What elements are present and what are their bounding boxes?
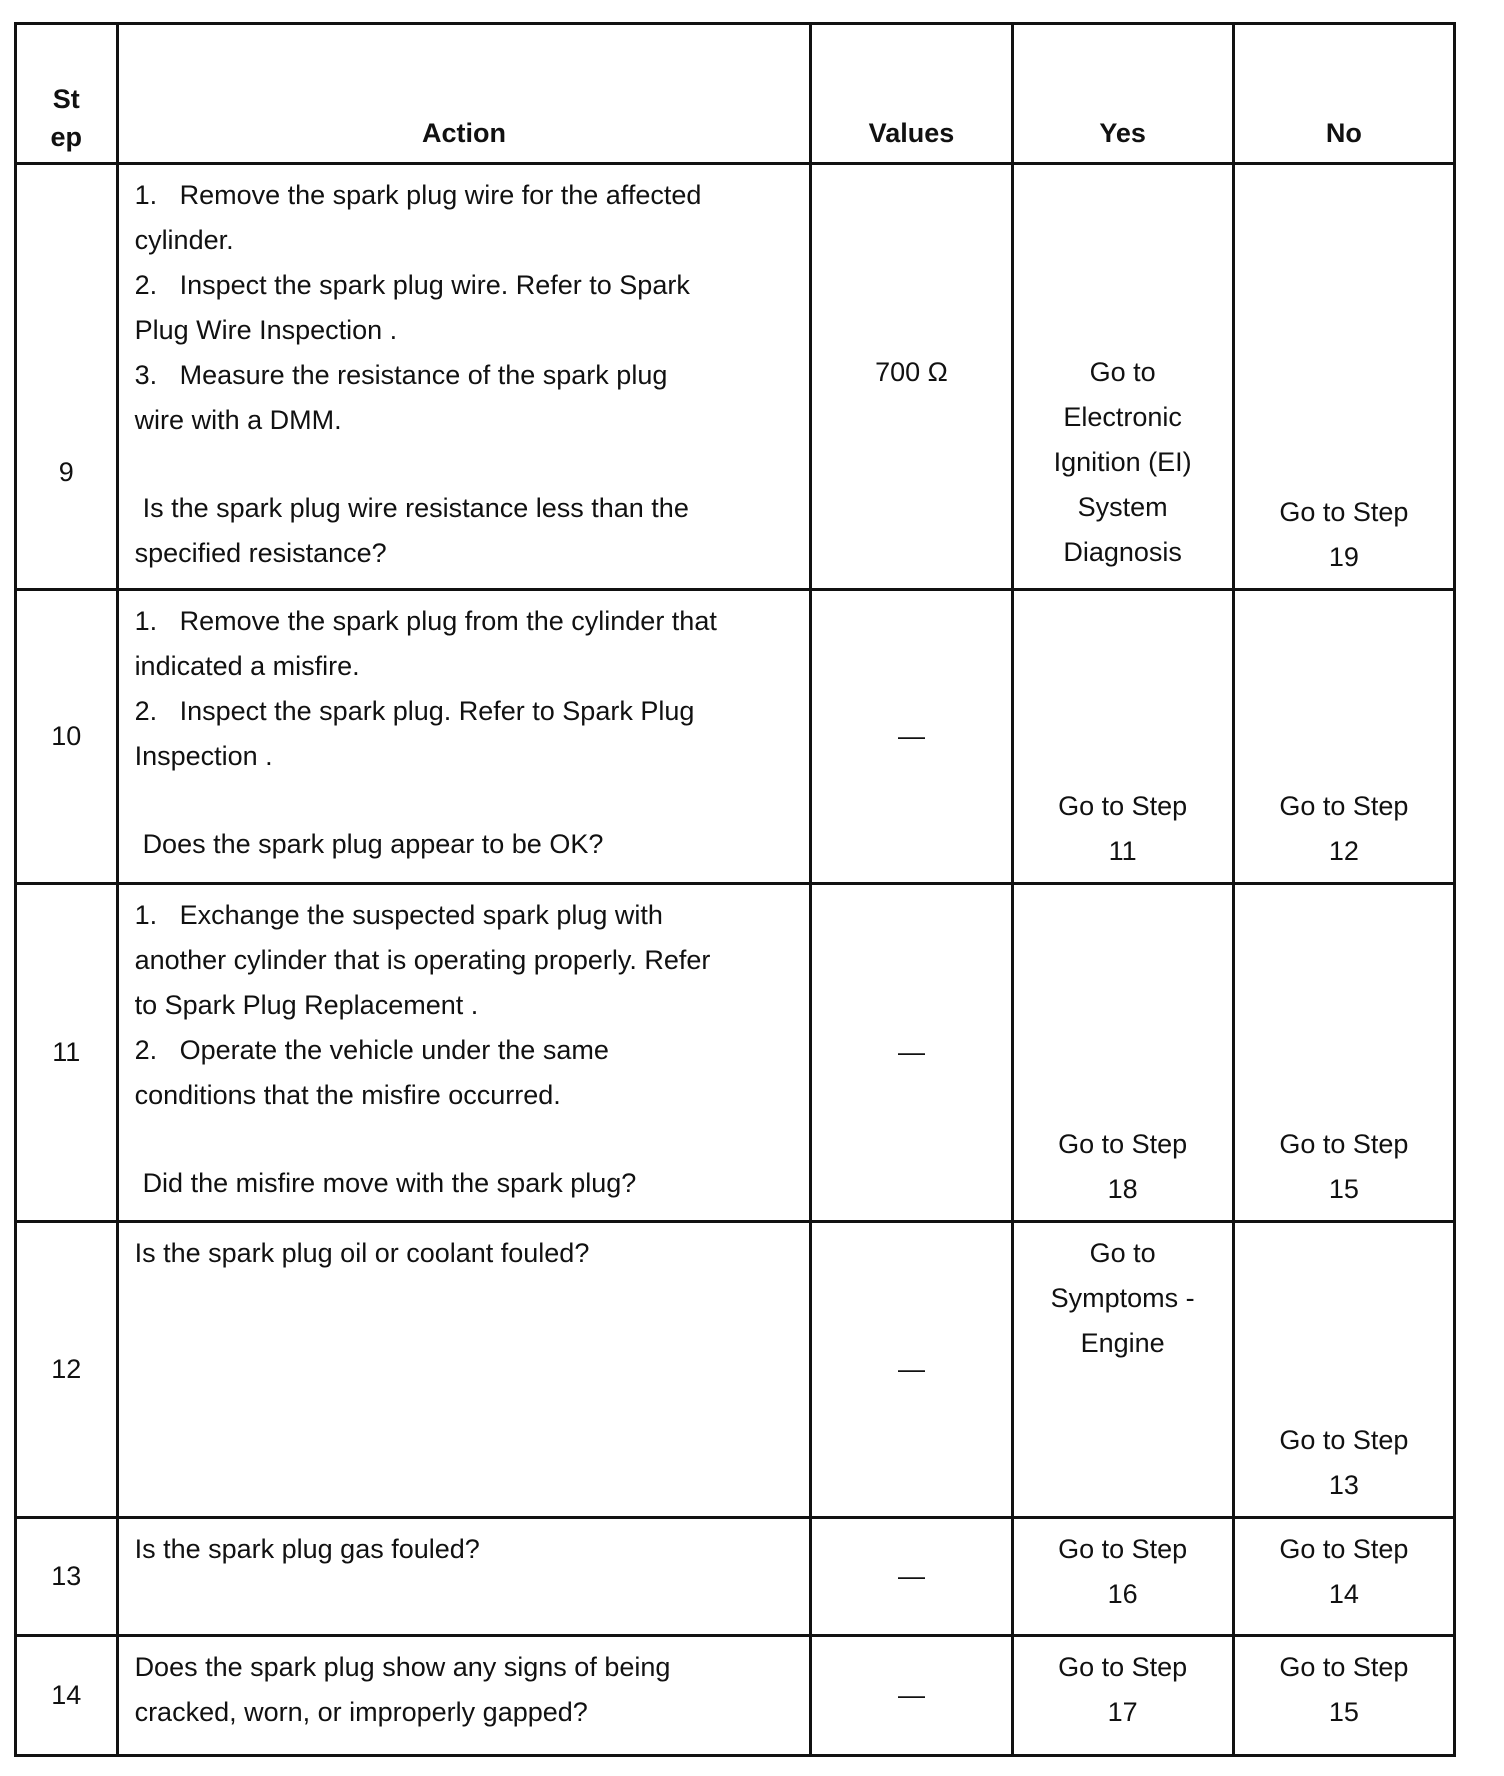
action-cell — [117, 884, 811, 1222]
diagnostic-table — [14, 22, 1456, 1757]
action-line: 2. Inspect the spark plug. Refer to Spark Plug — [134, 696, 695, 726]
yes-line: Go to Step — [1058, 1129, 1188, 1159]
value-cell: — — [811, 1636, 1012, 1756]
action-line: 2. Inspect the spark plug wire. Refer to Spark — [134, 270, 690, 300]
no-cell — [1233, 164, 1454, 590]
no-line: 15 — [1328, 1697, 1359, 1727]
action-line: 1. Remove the spark plug wire for the affected — [134, 180, 702, 210]
header-action: Action — [117, 24, 811, 164]
action-line: 3. Measure the resistance of the spark plug — [134, 360, 668, 390]
no-line: 19 — [1328, 542, 1359, 572]
table-row-step-9 — [16, 164, 1455, 590]
step-number: 13 — [16, 1518, 118, 1636]
no-line: Go to Step — [1279, 1425, 1409, 1455]
no-cell — [1233, 590, 1454, 884]
action-line: another cylinder that is operating properly. Refer — [134, 945, 711, 975]
step-number: 9 — [16, 164, 118, 590]
yes-cell — [1012, 1636, 1233, 1756]
action-cell — [117, 164, 811, 590]
yes-line: Engine — [1080, 1328, 1165, 1358]
header-step-line1: St — [52, 84, 80, 114]
action-line: to Spark Plug Replacement . — [134, 990, 479, 1020]
no-line: Go to Step — [1279, 1652, 1409, 1682]
no-line: 12 — [1328, 836, 1359, 866]
header-step-line2: ep — [50, 122, 83, 152]
table-row-step-11 — [16, 884, 1455, 1222]
no-line: Go to Step — [1279, 791, 1409, 821]
action-line: wire with a DMM. — [134, 405, 342, 435]
yes-cell — [1012, 1518, 1233, 1636]
action-question: Is the spark plug wire resistance less than the — [142, 493, 689, 523]
step-number: 12 — [16, 1222, 118, 1518]
no-line: Go to Step — [1279, 1129, 1409, 1159]
action-question: Did the misfire move with the spark plug? — [142, 1168, 637, 1198]
header-yes: Yes — [1012, 24, 1233, 164]
header-no: No — [1233, 24, 1454, 164]
yes-line: Go to — [1089, 357, 1156, 387]
yes-line: Go to Step — [1058, 1652, 1188, 1682]
no-cell — [1233, 884, 1454, 1222]
yes-cell — [1012, 590, 1233, 884]
table-row-step-13 — [16, 1518, 1455, 1636]
no-line: Go to Step — [1279, 497, 1409, 527]
action-line: Is the spark plug gas fouled? — [134, 1534, 480, 1564]
yes-line: System — [1077, 492, 1168, 522]
step-number: 14 — [16, 1636, 118, 1756]
no-cell — [1233, 1222, 1454, 1518]
yes-cell — [1012, 1222, 1233, 1518]
yes-line: Ignition (EI) — [1053, 447, 1192, 477]
header-row — [16, 24, 1455, 164]
action-line: 1. Exchange the suspected spark plug with — [134, 900, 663, 930]
action-line: 1. Remove the spark plug from the cylinder that — [134, 606, 717, 636]
action-line: Does the spark plug show any signs of being — [134, 1652, 671, 1682]
no-line: 14 — [1328, 1579, 1359, 1609]
action-cell — [117, 1222, 811, 1518]
value-cell: — — [811, 1518, 1012, 1636]
action-line: 2. Operate the vehicle under the same — [134, 1035, 609, 1065]
yes-line: 16 — [1107, 1579, 1138, 1609]
action-question: Does the spark plug appear to be OK? — [142, 829, 604, 859]
yes-cell — [1012, 884, 1233, 1222]
no-line: 15 — [1328, 1174, 1359, 1204]
action-question: specified resistance? — [134, 538, 387, 568]
no-cell — [1233, 1636, 1454, 1756]
action-line: Inspection . — [134, 741, 273, 771]
yes-line: Go to — [1089, 1238, 1156, 1268]
action-line: cylinder. — [134, 225, 234, 255]
yes-line: 11 — [1108, 836, 1137, 866]
action-line: cracked, worn, or improperly gapped? — [134, 1697, 588, 1727]
no-line: Go to Step — [1279, 1534, 1409, 1564]
action-line: Plug Wire Inspection . — [134, 315, 398, 345]
table-row-step-10 — [16, 590, 1455, 884]
value-cell: — — [811, 590, 1012, 884]
no-cell — [1233, 1518, 1454, 1636]
table-row-step-12 — [16, 1222, 1455, 1518]
header-values: Values — [811, 24, 1012, 164]
yes-line: Diagnosis — [1063, 537, 1182, 567]
yes-line: Symptoms - — [1050, 1283, 1195, 1313]
yes-line: 18 — [1107, 1174, 1138, 1204]
value-cell: — — [811, 884, 1012, 1222]
yes-line: 17 — [1107, 1697, 1138, 1727]
table-row-step-14 — [16, 1636, 1455, 1756]
no-line: 13 — [1328, 1470, 1359, 1500]
step-number: 10 — [16, 590, 118, 884]
yes-cell — [1012, 164, 1233, 590]
yes-line: Go to Step — [1058, 791, 1188, 821]
action-line: conditions that the misfire occurred. — [134, 1080, 561, 1110]
action-cell — [117, 1518, 811, 1636]
header-step — [16, 24, 118, 164]
yes-line: Go to Step — [1058, 1534, 1188, 1564]
yes-line: Electronic — [1063, 402, 1182, 432]
value-cell: 700 Ω — [811, 164, 1012, 590]
action-line: indicated a misfire. — [134, 651, 360, 681]
action-cell — [117, 590, 811, 884]
action-cell — [117, 1636, 811, 1756]
action-line: Is the spark plug oil or coolant fouled? — [134, 1238, 590, 1268]
step-number: 11 — [16, 884, 118, 1222]
value-cell: — — [811, 1222, 1012, 1518]
